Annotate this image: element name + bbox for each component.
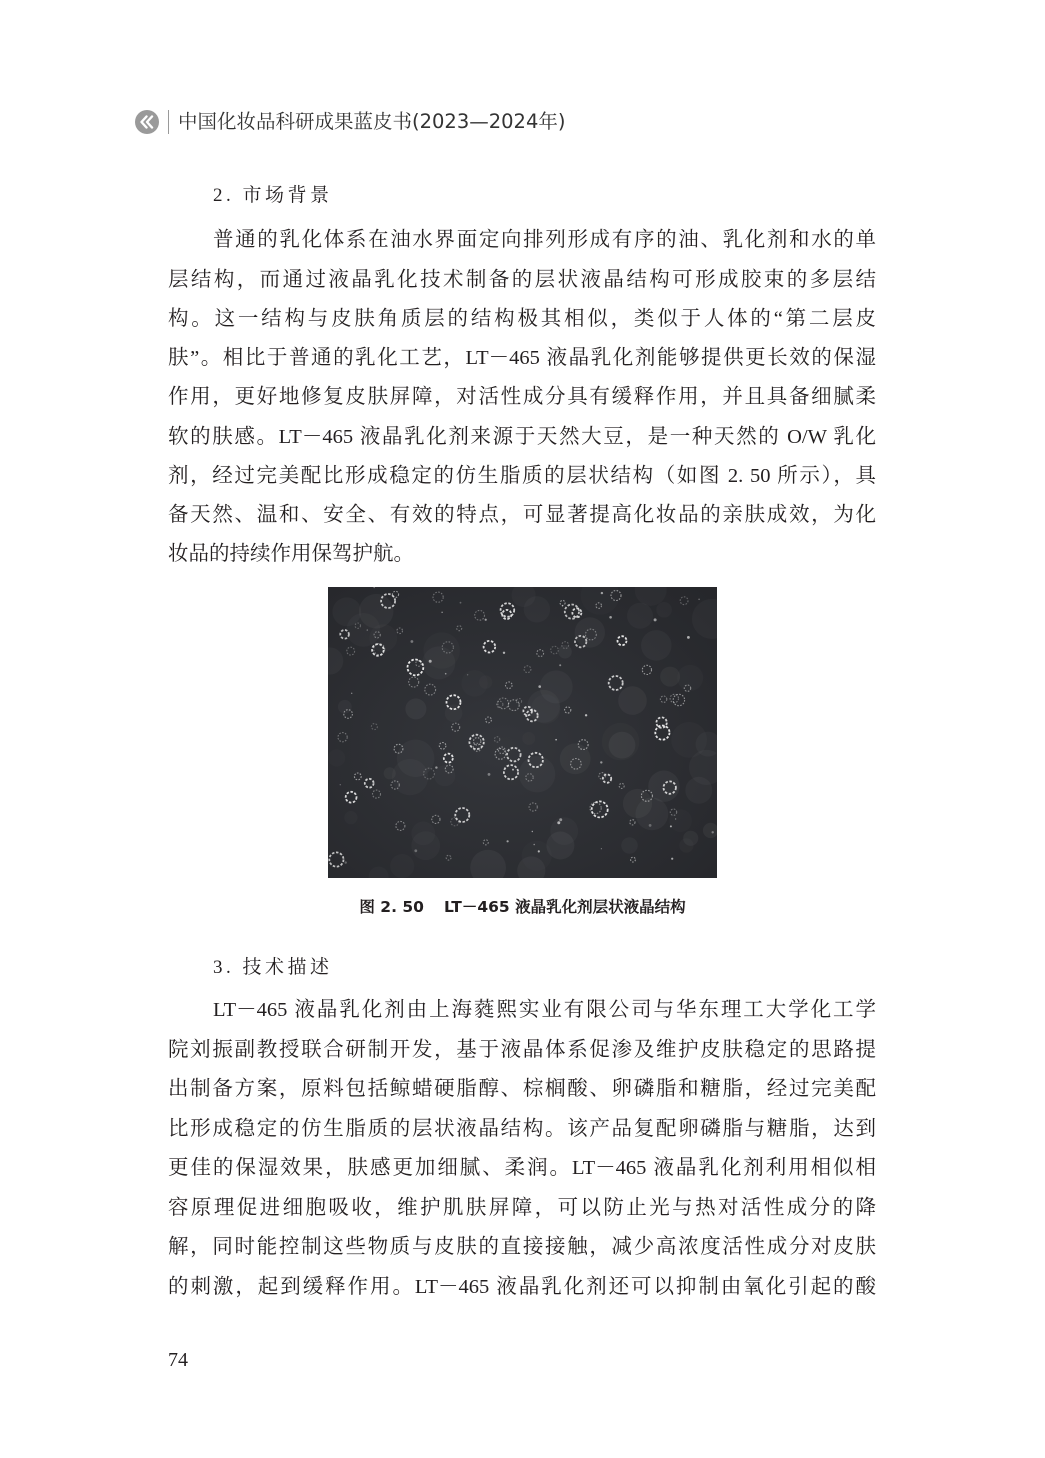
text-line: 的刺激，起到缓释作用。LT－465 液晶乳化剂还可以抑制由氧化引起的酸 (168, 1276, 876, 1299)
bright-speck (467, 674, 468, 675)
paragraph-market-background (168, 221, 876, 574)
bright-speck (538, 850, 540, 852)
section-heading-technical-description: 3. 技术描述 (213, 956, 333, 978)
bright-speck (414, 849, 417, 852)
halo-spot (550, 817, 578, 845)
halo-spot (636, 798, 669, 831)
halo-spot (685, 777, 712, 804)
bright-speck (367, 629, 368, 630)
halo-spot (627, 603, 653, 629)
bright-speck (585, 714, 587, 716)
halo-spot (522, 732, 535, 745)
text-line: 备天然、温和、安全、有效的特点，可显著提高化妆品的亲肤成效，为化 (168, 504, 876, 527)
bright-speck (441, 612, 442, 613)
bright-speck (485, 619, 487, 621)
halo-spot (519, 756, 555, 792)
halo-spot (575, 617, 605, 647)
bright-speck (507, 840, 509, 842)
bright-speck (532, 831, 533, 832)
halo-spot (411, 822, 435, 846)
figure-label: 图 2. 50 (359, 898, 424, 916)
text-line: 解，同时能控制这些物质与皮肤的直接接触，减少高浓度活性成分对皮肤 (168, 1236, 876, 1259)
text-line: 更佳的保湿效果，肤感更加细腻、柔润。LT－465 液晶乳化剂利用相似相 (168, 1157, 876, 1180)
text-line: 容原理促进细胞吸收，维护肌肤屏障，可以防止光与热对活性成分的降 (168, 1196, 876, 1219)
text-line: 软的肤感。LT－465 液晶乳化剂来源于天然大豆，是一种天然的 O/W 乳化 (168, 425, 876, 448)
bright-speck (562, 605, 563, 606)
micrograph-image (328, 587, 717, 878)
bright-speck (670, 825, 672, 827)
bright-speck (340, 784, 341, 785)
bright-speck (559, 818, 562, 821)
bright-speck (538, 685, 541, 688)
halo-spot (656, 602, 672, 618)
bright-speck (488, 773, 491, 776)
bright-speck (445, 673, 447, 675)
paragraph-technical-description (168, 991, 876, 1307)
halo-spot (641, 630, 672, 661)
bright-speck (557, 821, 560, 824)
bright-speck (429, 660, 432, 663)
halo-spot (479, 675, 492, 688)
halo-spot (660, 667, 680, 687)
text-line: 剂，经过完美配比形成稳定的仿生脂质的层状结构（如图 2. 50 所示），具 (168, 464, 876, 487)
bright-speck (654, 618, 657, 621)
halo-spot (609, 732, 636, 759)
bright-speck (559, 664, 561, 666)
halo-spot (392, 759, 428, 795)
halo-spot (618, 686, 647, 715)
halo-spot (328, 749, 345, 766)
bright-speck (460, 602, 462, 604)
bright-speck (687, 636, 690, 639)
halo-spot (679, 838, 693, 852)
section-heading-market-background: 2. 市场背景 (213, 184, 333, 206)
page-number: 74 (168, 1349, 188, 1371)
text-line: 普通的乳化体系在油水界面定向排列形成有序的油、乳化剂和水的单 (213, 229, 876, 252)
bright-speck (675, 818, 676, 819)
text-line: 妆品的持续作用保驾护航。 (168, 543, 414, 566)
halo-spot (669, 809, 692, 832)
bright-speck (600, 761, 602, 763)
bright-speck (351, 693, 352, 694)
text-line: 肤”。相比于普通的乳化工艺，LT－465 液晶乳化剂能够提供更长效的保湿 (168, 347, 876, 370)
header-divider (168, 110, 169, 134)
halo-spot (524, 596, 550, 622)
halo-spot (422, 646, 455, 679)
text-line: 构。这一结构与皮肤角质层的结构极其相似，类似于人体的“第二层皮 (168, 307, 876, 330)
halo-spot (540, 670, 573, 703)
halo-spot (390, 854, 414, 878)
bright-speck (503, 652, 505, 654)
halo-spot (621, 837, 638, 854)
bright-speck (555, 739, 557, 741)
halo-spot (558, 645, 572, 659)
double-chevron-left-icon (135, 110, 159, 134)
bright-speck (411, 640, 414, 643)
text-line: 作用，更好地修复皮肤屏障，对活性成分具有缓释作用，并且具备细腻柔 (168, 386, 876, 409)
halo-spot (359, 594, 394, 629)
figure-caption (0, 897, 1045, 917)
bright-speck (601, 592, 603, 594)
figure-title: LT－465 液晶乳化剂层状液晶结构 (443, 898, 686, 916)
bright-speck (712, 831, 714, 833)
micrograph-canvas (328, 587, 717, 878)
text-line: 出制备方案，原料包括鲸蜡硬脂醇、棕榈酸、卵磷脂和糖脂，经过完美配 (168, 1078, 876, 1101)
bright-speck (345, 861, 347, 863)
text-line: 层结构，而通过液晶乳化技术制备的层状液晶结构可形成胶束的多层结 (168, 268, 876, 291)
bright-speck (649, 824, 652, 827)
bright-speck (533, 844, 535, 846)
bright-speck (512, 769, 514, 771)
bright-speck (609, 616, 612, 619)
text-line: 比形成稳定的仿生脂质的层状液晶结构。该产品复配卵磷脂与糖脂，达到 (168, 1117, 876, 1140)
running-header-title: 中国化妆品科研成果蓝皮书(2023—2024年) (178, 110, 566, 133)
text-line: LT－465 液晶乳化剂由上海蕤熙实业有限公司与华东理工大学化工学 (213, 999, 876, 1022)
halo-spot (405, 698, 426, 719)
bright-speck (435, 766, 437, 768)
bright-speck (671, 858, 673, 860)
halo-spot (344, 811, 357, 824)
text-line: 院刘振副教授联合研制开发，基于液晶体系促渗及维护皮肤稳定的思路提 (168, 1038, 876, 1061)
bright-speck (601, 848, 602, 849)
bright-speck (698, 599, 700, 601)
